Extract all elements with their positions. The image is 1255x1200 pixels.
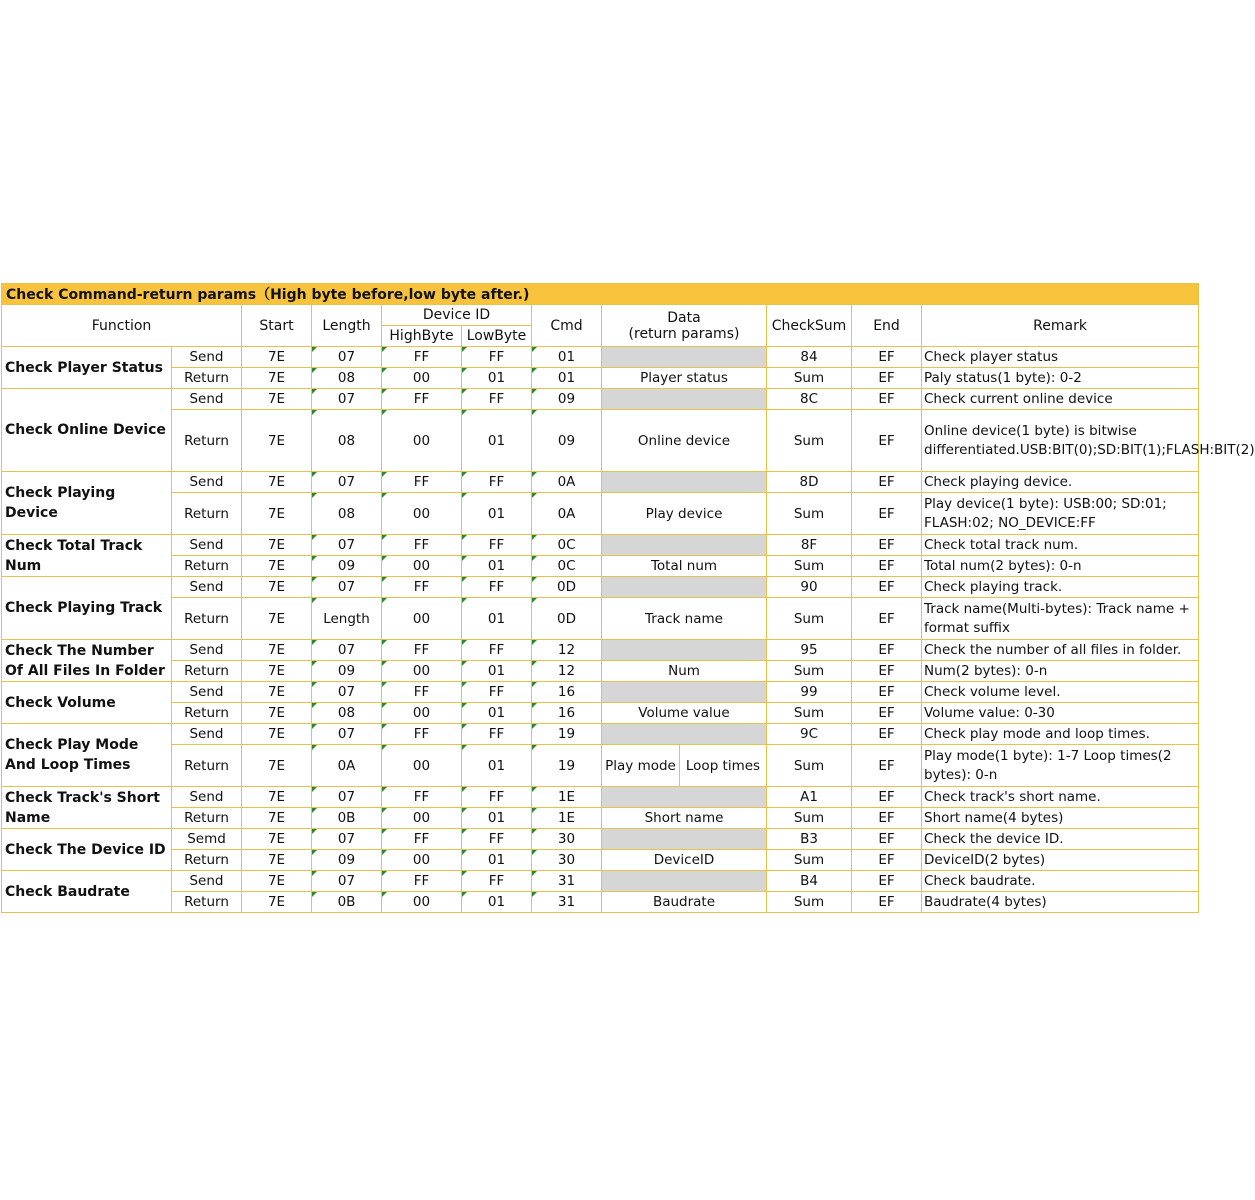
end-cell: EF	[852, 535, 922, 556]
direction-cell: Send	[172, 535, 242, 556]
length-cell: 07	[312, 871, 382, 892]
end-cell: EF	[852, 556, 922, 577]
checksum-cell: 8D	[767, 472, 852, 493]
remark-cell: Check the number of all files in folder.	[922, 640, 1199, 661]
cmd-cell: 0D	[532, 598, 602, 640]
direction-cell: Send	[172, 472, 242, 493]
data-cell	[602, 787, 767, 808]
remark-cell: Baudrate(4 bytes)	[922, 892, 1199, 913]
length-cell: 08	[312, 703, 382, 724]
start-cell: 7E	[242, 850, 312, 871]
low-byte-cell: 01	[462, 556, 532, 577]
cmd-cell: 12	[532, 661, 602, 682]
direction-cell: Return	[172, 493, 242, 535]
length-cell: 07	[312, 640, 382, 661]
cmd-cell: 0D	[532, 577, 602, 598]
end-cell: EF	[852, 850, 922, 871]
table-row	[2, 703, 1199, 724]
header-start: Start	[242, 305, 312, 347]
direction-cell: Send	[172, 724, 242, 745]
function-name: Check Online Device	[2, 389, 172, 472]
low-byte-cell: 01	[462, 493, 532, 535]
length-cell: Length	[312, 598, 382, 640]
start-cell: 7E	[242, 640, 312, 661]
header-end: End	[852, 305, 922, 347]
checksum-cell: 9C	[767, 724, 852, 745]
end-cell: EF	[852, 808, 922, 829]
direction-cell: Send	[172, 347, 242, 368]
low-byte-cell: FF	[462, 472, 532, 493]
low-byte-cell: FF	[462, 829, 532, 850]
high-byte-cell: 00	[382, 661, 462, 682]
checksum-cell: A1	[767, 787, 852, 808]
high-byte-cell: 00	[382, 703, 462, 724]
remark-cell: Check player status	[922, 347, 1199, 368]
header-high-byte: HighByte	[382, 326, 462, 347]
data-cell: DeviceID	[602, 850, 767, 871]
checksum-cell: 90	[767, 577, 852, 598]
function-name: Check Total Track Num	[2, 535, 172, 577]
data-cell: Play device	[602, 493, 767, 535]
start-cell: 7E	[242, 808, 312, 829]
length-cell: 09	[312, 556, 382, 577]
cmd-cell: 31	[532, 871, 602, 892]
start-cell: 7E	[242, 724, 312, 745]
direction-cell: Return	[172, 703, 242, 724]
end-cell: EF	[852, 682, 922, 703]
low-byte-cell: 01	[462, 703, 532, 724]
end-cell: EF	[852, 577, 922, 598]
direction-cell: Return	[172, 745, 242, 787]
cmd-cell: 12	[532, 640, 602, 661]
high-byte-cell: 00	[382, 745, 462, 787]
checksum-cell: Sum	[767, 556, 852, 577]
start-cell: 7E	[242, 535, 312, 556]
high-byte-cell: FF	[382, 472, 462, 493]
direction-cell: Semd	[172, 829, 242, 850]
header-cmd: Cmd	[532, 305, 602, 347]
table-row	[2, 745, 1199, 787]
length-cell: 08	[312, 368, 382, 389]
table-row	[2, 808, 1199, 829]
low-byte-cell: FF	[462, 389, 532, 410]
end-cell: EF	[852, 389, 922, 410]
checksum-cell: Sum	[767, 850, 852, 871]
length-cell: 07	[312, 577, 382, 598]
checksum-cell: Sum	[767, 703, 852, 724]
remark-cell: Check current online device	[922, 389, 1199, 410]
length-cell: 07	[312, 682, 382, 703]
low-byte-cell: 01	[462, 661, 532, 682]
remark-cell: Check the device ID.	[922, 829, 1199, 850]
direction-cell: Return	[172, 368, 242, 389]
cmd-cell: 09	[532, 410, 602, 472]
high-byte-cell: FF	[382, 682, 462, 703]
cmd-cell: 0C	[532, 535, 602, 556]
high-byte-cell: FF	[382, 347, 462, 368]
high-byte-cell: FF	[382, 535, 462, 556]
remark-cell: Volume value: 0-30	[922, 703, 1199, 724]
high-byte-cell: 00	[382, 850, 462, 871]
remark-cell: Check track's short name.	[922, 787, 1199, 808]
data-cell	[602, 577, 767, 598]
direction-cell: Send	[172, 787, 242, 808]
low-byte-cell: 01	[462, 850, 532, 871]
cmd-cell: 1E	[532, 787, 602, 808]
table-title: Check Command-return params（High byte before,low byte after.)	[2, 284, 1199, 305]
low-byte-cell: FF	[462, 347, 532, 368]
checksum-cell: B3	[767, 829, 852, 850]
start-cell: 7E	[242, 745, 312, 787]
direction-cell: Send	[172, 389, 242, 410]
start-cell: 7E	[242, 871, 312, 892]
direction-cell: Return	[172, 892, 242, 913]
end-cell: EF	[852, 787, 922, 808]
direction-cell: Return	[172, 808, 242, 829]
high-byte-cell: FF	[382, 871, 462, 892]
cmd-cell: 19	[532, 745, 602, 787]
data-cell: Short name	[602, 808, 767, 829]
table-row	[2, 787, 1199, 808]
low-byte-cell: FF	[462, 682, 532, 703]
remark-cell: Check playing device.	[922, 472, 1199, 493]
data-cell	[602, 472, 767, 493]
start-cell: 7E	[242, 410, 312, 472]
function-name: Check Playing Device	[2, 472, 172, 535]
cmd-cell: 0A	[532, 472, 602, 493]
high-byte-cell: 00	[382, 493, 462, 535]
data-cell: Volume value	[602, 703, 767, 724]
length-cell: 07	[312, 787, 382, 808]
table-row	[2, 577, 1199, 598]
checksum-cell: 84	[767, 347, 852, 368]
low-byte-cell: FF	[462, 640, 532, 661]
start-cell: 7E	[242, 493, 312, 535]
header-function: Function	[2, 305, 242, 347]
function-name: Check Play Mode And Loop Times	[2, 724, 172, 787]
end-cell: EF	[852, 745, 922, 787]
checksum-cell: 99	[767, 682, 852, 703]
end-cell: EF	[852, 661, 922, 682]
checksum-cell: 8F	[767, 535, 852, 556]
length-cell: 07	[312, 472, 382, 493]
cmd-cell: 30	[532, 829, 602, 850]
length-cell: 07	[312, 535, 382, 556]
command-table-sheet	[1, 283, 1255, 913]
cmd-cell: 19	[532, 724, 602, 745]
data-cell	[602, 829, 767, 850]
direction-cell: Send	[172, 682, 242, 703]
header-device-id: Device ID	[382, 305, 532, 326]
header-length: Length	[312, 305, 382, 347]
table-row	[2, 829, 1199, 850]
cmd-cell: 30	[532, 850, 602, 871]
table-row	[2, 682, 1199, 703]
data-cell: Baudrate	[602, 892, 767, 913]
start-cell: 7E	[242, 577, 312, 598]
data-cell: Online device	[602, 410, 767, 472]
low-byte-cell: 01	[462, 368, 532, 389]
function-name: Check Player Status	[2, 347, 172, 389]
function-name: Check Baudrate	[2, 871, 172, 913]
low-byte-cell: FF	[462, 535, 532, 556]
remark-cell: Track name(Multi-bytes): Track name + format suffix	[922, 598, 1199, 640]
cmd-cell: 0C	[532, 556, 602, 577]
high-byte-cell: FF	[382, 577, 462, 598]
high-byte-cell: FF	[382, 787, 462, 808]
low-byte-cell: FF	[462, 871, 532, 892]
table-row	[2, 493, 1199, 535]
end-cell: EF	[852, 493, 922, 535]
data-cell	[602, 535, 767, 556]
header-low-byte: LowByte	[462, 326, 532, 347]
low-byte-cell: FF	[462, 787, 532, 808]
remark-cell: Check playing track.	[922, 577, 1199, 598]
cmd-cell: 09	[532, 389, 602, 410]
table-row	[2, 850, 1199, 871]
length-cell: 07	[312, 724, 382, 745]
checksum-cell: Sum	[767, 493, 852, 535]
start-cell: 7E	[242, 682, 312, 703]
end-cell: EF	[852, 892, 922, 913]
table-row	[2, 535, 1199, 556]
end-cell: EF	[852, 347, 922, 368]
checksum-cell: Sum	[767, 808, 852, 829]
header-remark: Remark	[922, 305, 1199, 347]
header-data-label: Data	[667, 309, 701, 326]
cmd-cell: 01	[532, 347, 602, 368]
function-name: Check The Number Of All Files In Folder	[2, 640, 172, 682]
high-byte-cell: 00	[382, 892, 462, 913]
checksum-cell: Sum	[767, 368, 852, 389]
start-cell: 7E	[242, 892, 312, 913]
table-row	[2, 892, 1199, 913]
data-cell	[602, 682, 767, 703]
length-cell: 0B	[312, 808, 382, 829]
start-cell: 7E	[242, 829, 312, 850]
cmd-cell: 0A	[532, 493, 602, 535]
command-table	[1, 283, 1255, 913]
low-byte-cell: 01	[462, 410, 532, 472]
direction-cell: Send	[172, 871, 242, 892]
table-row	[2, 389, 1199, 410]
start-cell: 7E	[242, 347, 312, 368]
data-cell	[602, 347, 767, 368]
remark-cell: DeviceID(2 bytes)	[922, 850, 1199, 871]
table-row	[2, 556, 1199, 577]
direction-cell: Return	[172, 850, 242, 871]
direction-cell: Send	[172, 577, 242, 598]
high-byte-cell: FF	[382, 640, 462, 661]
high-byte-cell: 00	[382, 556, 462, 577]
end-cell: EF	[852, 724, 922, 745]
low-byte-cell: 01	[462, 598, 532, 640]
length-cell: 07	[312, 347, 382, 368]
table-row	[2, 368, 1199, 389]
table-row	[2, 724, 1199, 745]
function-name: Check Track's Short Name	[2, 787, 172, 829]
checksum-cell: 95	[767, 640, 852, 661]
low-byte-cell: 01	[462, 892, 532, 913]
table-row	[2, 598, 1199, 640]
start-cell: 7E	[242, 472, 312, 493]
start-cell: 7E	[242, 556, 312, 577]
remark-cell: Num(2 bytes): 0-n	[922, 661, 1199, 682]
remark-cell: Check volume level.	[922, 682, 1199, 703]
table-row	[2, 472, 1199, 493]
low-byte-cell: 01	[462, 808, 532, 829]
high-byte-cell: FF	[382, 829, 462, 850]
function-name: Check The Device ID	[2, 829, 172, 871]
function-name: Check Playing Track	[2, 577, 172, 640]
data-cell: Track name	[602, 598, 767, 640]
high-byte-cell: 00	[382, 410, 462, 472]
checksum-cell: Sum	[767, 598, 852, 640]
data-cell-play-mode: Play mode	[602, 745, 680, 787]
end-cell: EF	[852, 703, 922, 724]
cmd-cell: 1E	[532, 808, 602, 829]
start-cell: 7E	[242, 661, 312, 682]
length-cell: 07	[312, 829, 382, 850]
low-byte-cell: FF	[462, 577, 532, 598]
end-cell: EF	[852, 871, 922, 892]
cmd-cell: 01	[532, 368, 602, 389]
low-byte-cell: FF	[462, 724, 532, 745]
data-cell	[602, 724, 767, 745]
data-cell: Num	[602, 661, 767, 682]
length-cell: 0A	[312, 745, 382, 787]
length-cell: 09	[312, 661, 382, 682]
direction-cell: Return	[172, 556, 242, 577]
high-byte-cell: 00	[382, 808, 462, 829]
remark-cell: Check play mode and loop times.	[922, 724, 1199, 745]
header-data	[602, 305, 767, 347]
start-cell: 7E	[242, 389, 312, 410]
high-byte-cell: 00	[382, 368, 462, 389]
direction-cell: Send	[172, 640, 242, 661]
length-cell: 08	[312, 410, 382, 472]
function-name: Check Volume	[2, 682, 172, 724]
checksum-cell: B4	[767, 871, 852, 892]
length-cell: 0B	[312, 892, 382, 913]
end-cell: EF	[852, 640, 922, 661]
end-cell: EF	[852, 598, 922, 640]
checksum-cell: 8C	[767, 389, 852, 410]
remark-cell: Play device(1 byte): USB:00; SD:01; FLASH:02; NO_DEVICE:FF	[922, 493, 1199, 535]
checksum-cell: Sum	[767, 745, 852, 787]
table-row	[2, 410, 1199, 472]
data-cell	[602, 389, 767, 410]
cmd-cell: 16	[532, 703, 602, 724]
start-cell: 7E	[242, 703, 312, 724]
low-byte-cell: 01	[462, 745, 532, 787]
start-cell: 7E	[242, 598, 312, 640]
table-row	[2, 347, 1199, 368]
table-body	[2, 347, 1255, 913]
table-row	[2, 661, 1199, 682]
remark-cell: Play mode(1 byte): 1-7 Loop times(2 bytes): 0-n	[922, 745, 1199, 787]
data-cell	[602, 871, 767, 892]
data-cell	[602, 640, 767, 661]
direction-cell: Return	[172, 661, 242, 682]
high-byte-cell: 00	[382, 598, 462, 640]
end-cell: EF	[852, 368, 922, 389]
table-row	[2, 640, 1199, 661]
data-cell: Player status	[602, 368, 767, 389]
cmd-cell: 31	[532, 892, 602, 913]
length-cell: 08	[312, 493, 382, 535]
end-cell: EF	[852, 472, 922, 493]
remark-cell: Check baudrate.	[922, 871, 1199, 892]
data-cell: Total num	[602, 556, 767, 577]
header-data-sublabel: (return params)	[628, 325, 740, 342]
checksum-cell: Sum	[767, 892, 852, 913]
remark-cell: Short name(4 bytes)	[922, 808, 1199, 829]
checksum-cell: Sum	[767, 661, 852, 682]
remark-cell: Online device(1 byte) is bitwise differentiated.USB:BIT(0);SD:BIT(1);FLASH:BIT(2)	[922, 410, 1199, 472]
length-cell: 09	[312, 850, 382, 871]
remark-cell: Paly status(1 byte): 0-2	[922, 368, 1199, 389]
start-cell: 7E	[242, 368, 312, 389]
remark-cell: Total num(2 bytes): 0-n	[922, 556, 1199, 577]
checksum-cell: Sum	[767, 410, 852, 472]
cmd-cell: 16	[532, 682, 602, 703]
start-cell: 7E	[242, 787, 312, 808]
end-cell: EF	[852, 829, 922, 850]
length-cell: 07	[312, 389, 382, 410]
high-byte-cell: FF	[382, 389, 462, 410]
direction-cell: Return	[172, 410, 242, 472]
remark-cell: Check total track num.	[922, 535, 1199, 556]
direction-cell: Return	[172, 598, 242, 640]
header-checksum: CheckSum	[767, 305, 852, 347]
high-byte-cell: FF	[382, 724, 462, 745]
end-cell: EF	[852, 410, 922, 472]
table-row	[2, 871, 1199, 892]
data-cell-loop-times: Loop times	[680, 745, 767, 787]
